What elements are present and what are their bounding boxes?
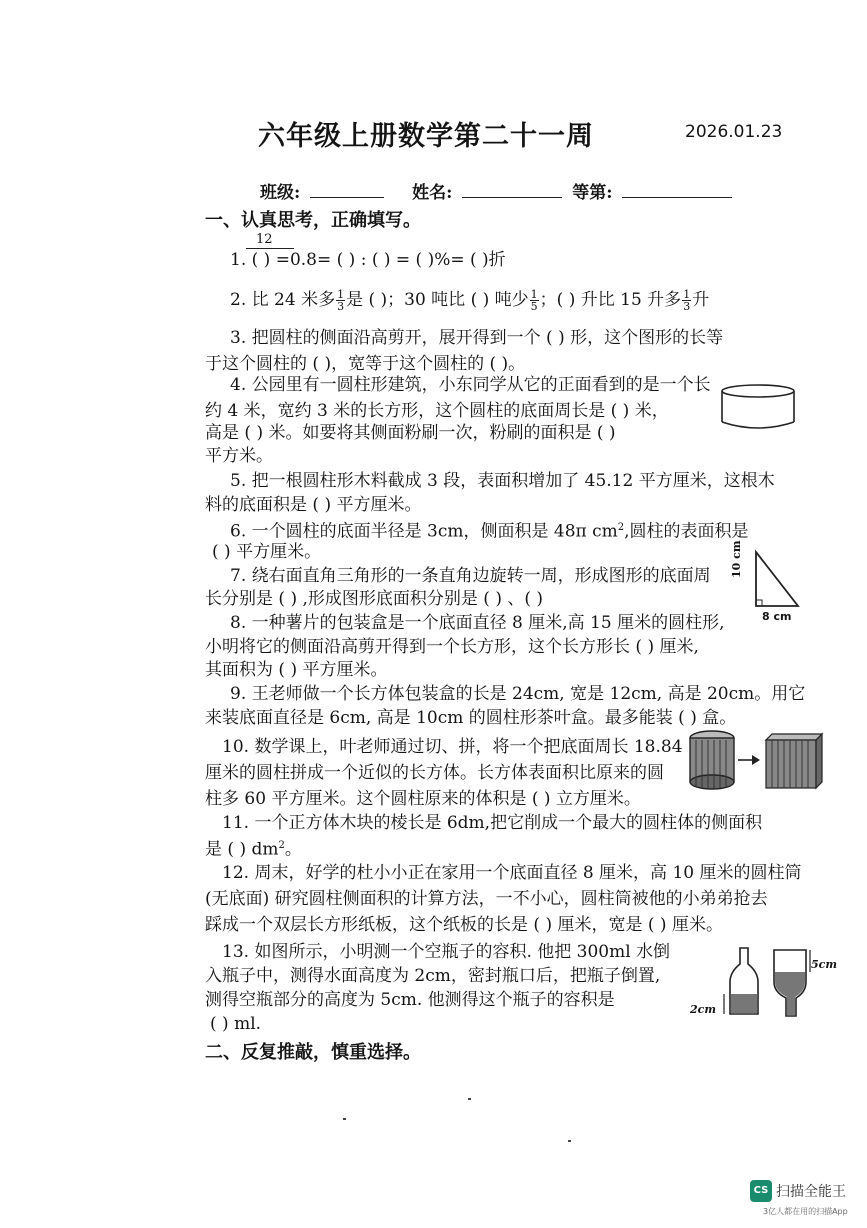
class-label: 班级: xyxy=(260,183,301,203)
question-5-line-2: 料的底面积是 ( ) 平方厘米。 xyxy=(205,495,422,515)
fraction-denominator: 3 xyxy=(337,300,345,313)
q1-numerator xyxy=(256,232,273,247)
scanner-app-name: 扫描全能王 xyxy=(776,1184,846,1200)
question-13-line-1: 13. 如图所示，小明测一个空瓶子的容积. 他把 300ml 水倒 xyxy=(222,942,671,962)
question-10-line-2: 厘米的圆柱拼成一个近似的长方体。长方体表面积比原来的圆 xyxy=(205,763,664,783)
question-4-line-1: 4. 公园里有一圆柱形建筑，小东同学从它的正面看到的是一个长 xyxy=(230,375,711,395)
rank-blank xyxy=(622,181,732,198)
question-13-line-3: 测得空瓶部分的高度为 5cm. 他测得这个瓶子的容积是 xyxy=(205,990,615,1010)
name-blank xyxy=(462,181,562,198)
question-12-line-1: 12. 周末，好学的杜小小正在家用一个底面直径 8 厘米，高 10 厘米的圆柱筒 xyxy=(222,863,802,883)
question-9-line-2: 来装底面直径是 6cm, 高是 10cm 的圆柱形茶叶盒。最多能装 ( ) 盒。 xyxy=(205,708,737,728)
scanner-slogan: 3亿人都在用的扫描App xyxy=(763,1207,848,1216)
question-10-line-1: 10. 数学课上，叶老师通过切、拼，将一个把底面周长 18.84 xyxy=(222,737,683,757)
bottle-water-height-label: 2cm xyxy=(690,1003,716,1016)
scan-speck xyxy=(568,1140,571,1142)
question-3-line-1: 3. 把圆柱的侧面沿高剪开，展开得到一个 ( ) 形，这个图形的长等 xyxy=(230,328,724,348)
question-12-line-2: (无底面) 研究圆柱侧面积的计算方法，一不小心，圆柱筒被他的小弟弟抢去 xyxy=(205,889,768,909)
scan-speck xyxy=(343,1118,346,1120)
section-1-title: 一、认真思考，正确填写。 xyxy=(205,210,421,231)
question-13-line-4: ( ) ml. xyxy=(210,1014,262,1034)
bottle-empty-height-label: 5cm xyxy=(811,958,837,971)
q2-part-a: 2. 比 24 米多 xyxy=(230,290,336,310)
question-8-line-2: 小明将它的侧面沿高剪开得到一个长方形，这个长方形长 ( ) 厘米, xyxy=(205,637,699,657)
cylinder-figure xyxy=(718,382,798,432)
q2-part-d: 升 xyxy=(692,290,710,310)
name-label: 姓名: xyxy=(412,183,453,203)
fraction-1-3 xyxy=(682,289,691,312)
question-8-line-3: 其面积为 ( ) 平方厘米。 xyxy=(205,660,388,680)
fraction-1-5 xyxy=(530,289,539,312)
cylinder-to-cuboid-figure xyxy=(686,728,826,794)
q6-text-a: 6. 一个圆柱的底面半径是 3cm，侧面积是 48π cm xyxy=(230,521,618,542)
question-12-line-3: 踩成一个双层长方形纸板，这个纸板的长是 ( ) 厘米，宽是 ( ) 厘米。 xyxy=(205,915,723,935)
q11-superscript: 2 xyxy=(278,840,285,851)
class-blank xyxy=(310,181,384,198)
question-4-line-4: 平方米。 xyxy=(205,446,273,466)
question-4-line-2: 约 4 米，宽约 3 米的长方形，这个圆柱的底面周长是 ( ) 米， xyxy=(205,401,669,421)
question-1: 1. ( ) =0.8= ( ) : ( ) = ( )%= ( )折 xyxy=(230,250,506,270)
question-13-line-2: 入瓶子中，测得水面高度为 2cm，密封瓶口后，把瓶子倒置, xyxy=(205,966,661,986)
page-title: 六年级上册数学第二十一周 xyxy=(258,121,594,152)
q11-text-b: 。 xyxy=(284,839,302,860)
question-2 xyxy=(230,287,709,313)
q1-numerator-text: 12 xyxy=(256,232,273,247)
fraction-denominator: 3 xyxy=(683,300,691,313)
q2-part-c: ；( ) 升比 15 升多 xyxy=(539,290,682,310)
date-label: 2026.01.23 xyxy=(685,122,783,142)
fraction-numerator: 1 xyxy=(530,288,538,301)
question-5-line-1: 5. 把一根圆柱形木料截成 3 段，表面积增加了 45.12 平方厘米，这根木 xyxy=(230,471,775,491)
q6-superscript: 2 xyxy=(617,522,625,533)
scanner-logo-icon: CS xyxy=(750,1180,772,1202)
q2-part-b: 是 ( )；30 吨比 ( ) 吨少 xyxy=(346,290,529,310)
question-7-line-2: 长分别是 ( ) ,形成图形底面积分别是 ( ) 、( ) xyxy=(205,589,544,609)
question-11-line-1: 11. 一个正方体木块的棱长是 6dm,把它削成一个最大的圆柱体的侧面积 xyxy=(222,813,763,833)
triangle-height-label: 10 cm xyxy=(730,540,743,578)
question-8-line-1: 8. 一种薯片的包装盒是一个底面直径 8 厘米,高 15 厘米的圆柱形, xyxy=(230,613,725,633)
question-4-line-3: 高是 ( ) 米。如要将其侧面粉刷一次，粉刷的面积是 ( ) xyxy=(205,423,616,443)
fraction-numerator: 1 xyxy=(337,288,345,301)
question-6-line-2: ( ) 平方厘米。 xyxy=(212,542,322,562)
question-3-line-2: 于这个圆柱的 ( )，宽等于这个圆柱的 ( )。 xyxy=(205,354,526,374)
student-info-row xyxy=(260,178,736,203)
question-7-line-1: 7. 绕右面直角三角形的一条直角边旋转一周，形成图形的底面周 xyxy=(230,566,711,586)
bottle-figure xyxy=(714,942,824,1022)
triangle-base-label: 8 cm xyxy=(762,610,792,623)
question-10-line-3: 柱多 60 平方厘米。这个圆柱原来的体积是 ( ) 立方厘米。 xyxy=(205,789,641,809)
q11-text-a: 是 ( ) dm xyxy=(205,839,279,860)
question-9-line-1: 9. 王老师做一个长方体包装盒的长是 24cm, 宽是 12cm, 高是 20cm。用它 xyxy=(230,684,806,704)
scanner-watermark xyxy=(750,1180,846,1202)
q6-text-b: ,圆柱的表面积是 xyxy=(624,521,749,542)
section-2-title: 二、反复推敲，慎重选择。 xyxy=(205,1042,421,1063)
question-11-line-2 xyxy=(205,833,302,863)
fraction-denominator: 5 xyxy=(530,300,538,313)
fraction-numerator: 1 xyxy=(683,288,691,301)
fraction-1-3 xyxy=(336,289,345,312)
scan-speck xyxy=(468,1098,471,1100)
rank-label: 等第: xyxy=(572,183,613,203)
